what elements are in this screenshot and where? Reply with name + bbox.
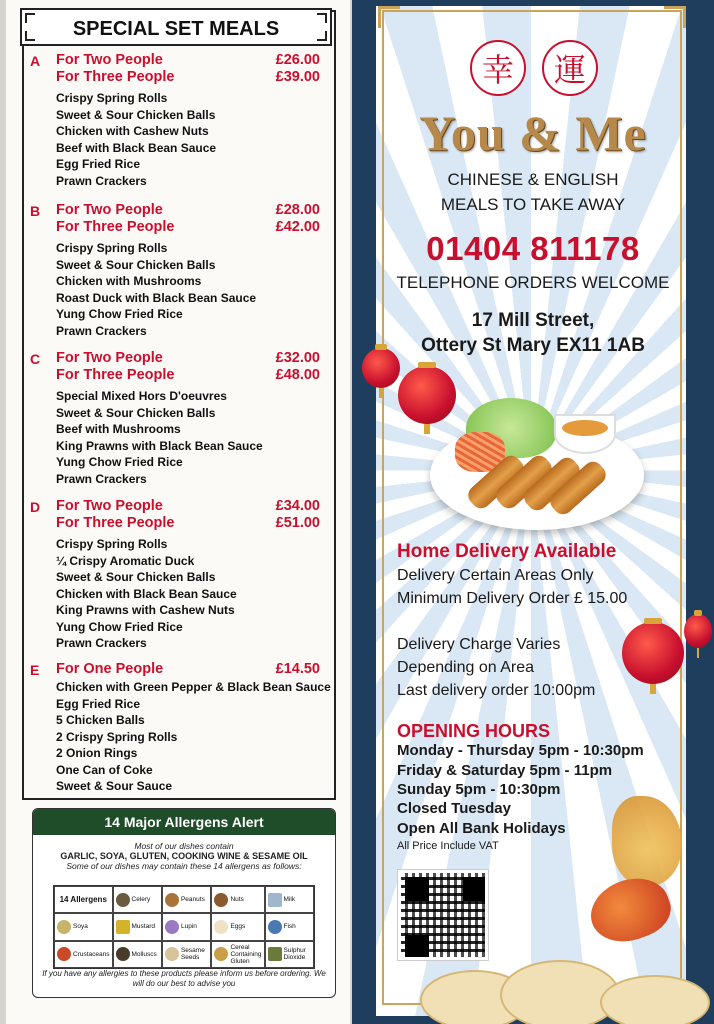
sulphur-icon bbox=[268, 947, 282, 961]
allergen-note bbox=[33, 841, 335, 871]
tagline-line1: CHINESE & ENGLISH bbox=[447, 170, 619, 189]
allergen-label: Eggs bbox=[230, 923, 246, 931]
option-label: For Three People bbox=[56, 69, 175, 85]
cloud-decoration bbox=[500, 960, 620, 1024]
address-line2: Ottery St Mary EX11 1AB bbox=[421, 335, 645, 356]
set-meals-header bbox=[20, 8, 332, 46]
opening-hours-heading: OPENING HOURS bbox=[397, 721, 551, 741]
allergen-cell bbox=[54, 941, 113, 968]
set-item: ¼ Crispy Aromatic Duck bbox=[56, 553, 195, 568]
set-meals-title: SPECIAL SET MEALS bbox=[72, 18, 280, 40]
qr-code[interactable] bbox=[398, 870, 488, 960]
allergen-cell bbox=[113, 913, 162, 940]
molluscs-icon bbox=[116, 947, 130, 961]
option-label: For One People bbox=[56, 661, 164, 677]
option-price: £48.00 bbox=[275, 367, 320, 383]
eggs-icon bbox=[214, 920, 228, 934]
allergen-cell bbox=[211, 886, 264, 913]
frame-corner bbox=[378, 6, 400, 28]
option-label: For Three People bbox=[56, 515, 175, 531]
peanut-icon bbox=[165, 893, 179, 907]
vat-note: All Price Include VAT bbox=[397, 840, 499, 852]
set-option bbox=[56, 367, 320, 384]
mustard-icon bbox=[116, 920, 130, 934]
allergen-cell bbox=[113, 941, 162, 968]
seal-fortune-icon: 運 bbox=[542, 40, 598, 96]
hours-line: Friday & Saturday 5pm - 11pm bbox=[397, 762, 613, 779]
set-items bbox=[56, 388, 263, 487]
set-option bbox=[56, 498, 320, 515]
set-option bbox=[56, 202, 320, 219]
delivery-heading: Home Delivery Available bbox=[397, 541, 617, 562]
set-item: 2 Crispy Spring Rolls bbox=[56, 729, 178, 744]
allergen-cell bbox=[211, 941, 264, 968]
set-item: Chicken with Black Bean Sauce bbox=[56, 586, 237, 601]
set-item: Prawn Crackers bbox=[56, 323, 147, 338]
set-item: Special Mixed Hors D'oeuvres bbox=[56, 389, 227, 403]
allergen-cell bbox=[162, 941, 211, 968]
set-item: Chicken with Cashew Nuts bbox=[56, 124, 209, 138]
set-items bbox=[56, 90, 216, 189]
set-item: Beef with Mushrooms bbox=[56, 422, 181, 436]
set-option bbox=[56, 350, 320, 367]
allergen-label: Crustaceans bbox=[73, 950, 110, 958]
option-price: £34.00 bbox=[275, 498, 320, 514]
set-letter: D bbox=[30, 499, 41, 515]
allergen-cell bbox=[211, 913, 264, 940]
tagline-line2: MEALS TO TAKE AWAY bbox=[440, 195, 626, 214]
set-item: Yung Chow Fried Rice bbox=[56, 455, 183, 469]
set-item: King Prawns with Black Bean Sauce bbox=[56, 438, 263, 453]
set-option bbox=[56, 52, 320, 69]
option-price: £42.00 bbox=[275, 219, 320, 235]
set-letter: E bbox=[30, 662, 40, 678]
gluten-icon bbox=[214, 947, 228, 961]
allergen-label: Milk bbox=[283, 896, 296, 904]
option-label: For Two People bbox=[56, 202, 163, 218]
brand-name: You & Me bbox=[419, 105, 647, 161]
soya-icon bbox=[57, 920, 71, 934]
phone-note: TELEPHONE ORDERS WELCOME bbox=[396, 273, 670, 292]
set-letter: C bbox=[30, 351, 41, 367]
option-price: £32.00 bbox=[275, 350, 320, 366]
option-price: £51.00 bbox=[275, 515, 320, 531]
allergen-alert-box bbox=[32, 808, 336, 998]
set-item: Sweet & Sour Chicken Balls bbox=[56, 257, 216, 272]
set-item: Crispy Spring Rolls bbox=[56, 241, 168, 255]
allergen-note-line bbox=[43, 851, 325, 861]
lupin-icon bbox=[165, 920, 179, 934]
set-item: Chicken with Mushrooms bbox=[56, 274, 202, 288]
allergen-note-line: Most of our dishes contain bbox=[134, 841, 234, 851]
allergen-label: Mustard bbox=[131, 923, 155, 931]
dipping-sauce-bowl bbox=[554, 414, 616, 454]
set-item: Sweet & Sour Chicken Balls bbox=[56, 107, 216, 122]
lantern-icon bbox=[362, 348, 400, 388]
set-item: Prawn Crackers bbox=[56, 173, 147, 188]
allergen-cell bbox=[162, 913, 211, 940]
set-item: 2 Onion Rings bbox=[56, 746, 138, 760]
allergen-note-line: Some of our dishes may contain these 14 allergens as follows: bbox=[66, 861, 302, 871]
seal-luck-icon: 幸 bbox=[470, 40, 526, 96]
lantern-icon bbox=[622, 622, 684, 684]
allergen-label: Molluscs bbox=[131, 950, 157, 958]
nuts-icon bbox=[214, 893, 228, 907]
set-items bbox=[56, 240, 256, 339]
allergen-footer: If you have any allergies to these products please inform us before ordering. We will do our best to advise you bbox=[42, 969, 326, 988]
set-item: Beef with Black Bean Sauce bbox=[56, 140, 217, 155]
crustaceans-icon bbox=[57, 947, 71, 961]
allergen-cell bbox=[265, 913, 314, 940]
hours-line: Sunday 5pm - 10:30pm bbox=[397, 781, 561, 798]
set-item: Crispy Spring Rolls bbox=[56, 91, 168, 105]
set-item: Sweet & Sour Chicken Balls bbox=[56, 570, 216, 584]
option-label: For Two People bbox=[56, 350, 163, 366]
allergen-grid bbox=[53, 885, 315, 969]
hours-line: Monday - Thursday 5pm - 10:30pm bbox=[397, 742, 644, 759]
set-letter: B bbox=[30, 203, 41, 219]
option-price: £26.00 bbox=[275, 52, 320, 68]
set-item: 5 Chicken Balls bbox=[56, 713, 145, 727]
set-meals-panel bbox=[6, 0, 350, 1024]
allergen-common-list: GARLIC, SOYA, GLUTEN, COOKING WINE & SESAME OIL bbox=[60, 851, 308, 861]
set-item: Yung Chow Fried Rice bbox=[56, 619, 183, 634]
set-item: Roast Duck with Black Bean Sauce bbox=[56, 290, 257, 305]
allergen-label: Peanuts bbox=[180, 896, 205, 904]
delivery-line: Depending on Area bbox=[397, 659, 534, 676]
set-items bbox=[56, 679, 331, 795]
set-option bbox=[56, 661, 320, 678]
set-option bbox=[56, 69, 320, 86]
option-label: For Three People bbox=[56, 219, 175, 235]
set-item: King Prawns with Cashew Nuts bbox=[56, 603, 235, 617]
allergen-label: Fish bbox=[283, 923, 296, 931]
set-item: Sweet & Sour Chicken Balls bbox=[56, 405, 216, 420]
set-option bbox=[56, 515, 320, 532]
address-line1: 17 Mill Street, bbox=[471, 310, 595, 331]
delivery-line: Delivery Certain Areas Only bbox=[397, 567, 594, 584]
allergen-cell bbox=[54, 913, 113, 940]
allergen-cell bbox=[265, 941, 314, 968]
delivery-line: Last delivery order 10:00pm bbox=[397, 682, 596, 699]
option-label: For Two People bbox=[56, 52, 163, 68]
frame-corner bbox=[664, 6, 686, 28]
set-item: Chicken with Green Pepper & Black Bean Sauce bbox=[56, 680, 331, 694]
lantern-icon bbox=[398, 366, 456, 424]
allergen-label: Nuts bbox=[230, 896, 244, 904]
allergen-label: Soya bbox=[73, 923, 88, 931]
allergen-cell bbox=[113, 886, 162, 913]
allergen-label: Celery bbox=[131, 896, 151, 904]
set-letter: A bbox=[30, 53, 41, 69]
allergen-label: Sesame Seeds bbox=[180, 947, 205, 962]
set-item: Prawn Crackers bbox=[56, 636, 147, 650]
lantern-icon bbox=[684, 614, 712, 648]
option-price: £39.00 bbox=[275, 69, 320, 85]
fish-icon bbox=[268, 920, 282, 934]
option-label: For Three People bbox=[56, 367, 175, 383]
milk-icon bbox=[268, 893, 282, 907]
set-items bbox=[56, 536, 237, 652]
celery-icon bbox=[116, 893, 130, 907]
hours-line: Open All Bank Holidays bbox=[397, 820, 566, 837]
allergen-label: Cereal Containing Gluten bbox=[230, 943, 262, 965]
hours-line: Closed Tuesday bbox=[397, 800, 511, 817]
option-label: For Two People bbox=[56, 498, 163, 514]
set-option bbox=[56, 219, 320, 236]
set-item: Sweet & Sour Sauce bbox=[56, 779, 173, 793]
allergen-cell bbox=[162, 886, 211, 913]
phone-number[interactable]: 01404 811178 bbox=[426, 230, 640, 267]
delivery-line: Delivery Charge Varies bbox=[397, 636, 561, 653]
set-item: Yung Chow Fried Rice bbox=[56, 307, 183, 321]
cloud-decoration bbox=[600, 975, 710, 1024]
allergen-label: Sulphur Dioxide bbox=[283, 947, 306, 962]
allergen-grid-title: 14 Allergens bbox=[54, 886, 113, 913]
set-item: One Can of Coke bbox=[56, 762, 153, 777]
set-item: Crispy Spring Rolls bbox=[56, 537, 168, 551]
delivery-line: Minimum Delivery Order £ 15.00 bbox=[397, 590, 628, 607]
sesame-icon bbox=[165, 947, 179, 961]
set-item: Egg Fried Rice bbox=[56, 157, 141, 171]
set-item: Egg Fried Rice bbox=[56, 696, 141, 711]
option-price: £14.50 bbox=[275, 661, 320, 677]
set-item: Prawn Crackers bbox=[56, 471, 147, 486]
allergen-title: 14 Major Allergens Alert bbox=[33, 809, 335, 835]
option-price: £28.00 bbox=[275, 202, 320, 218]
allergen-cell bbox=[265, 886, 314, 913]
allergen-label: Lupin bbox=[180, 923, 197, 931]
